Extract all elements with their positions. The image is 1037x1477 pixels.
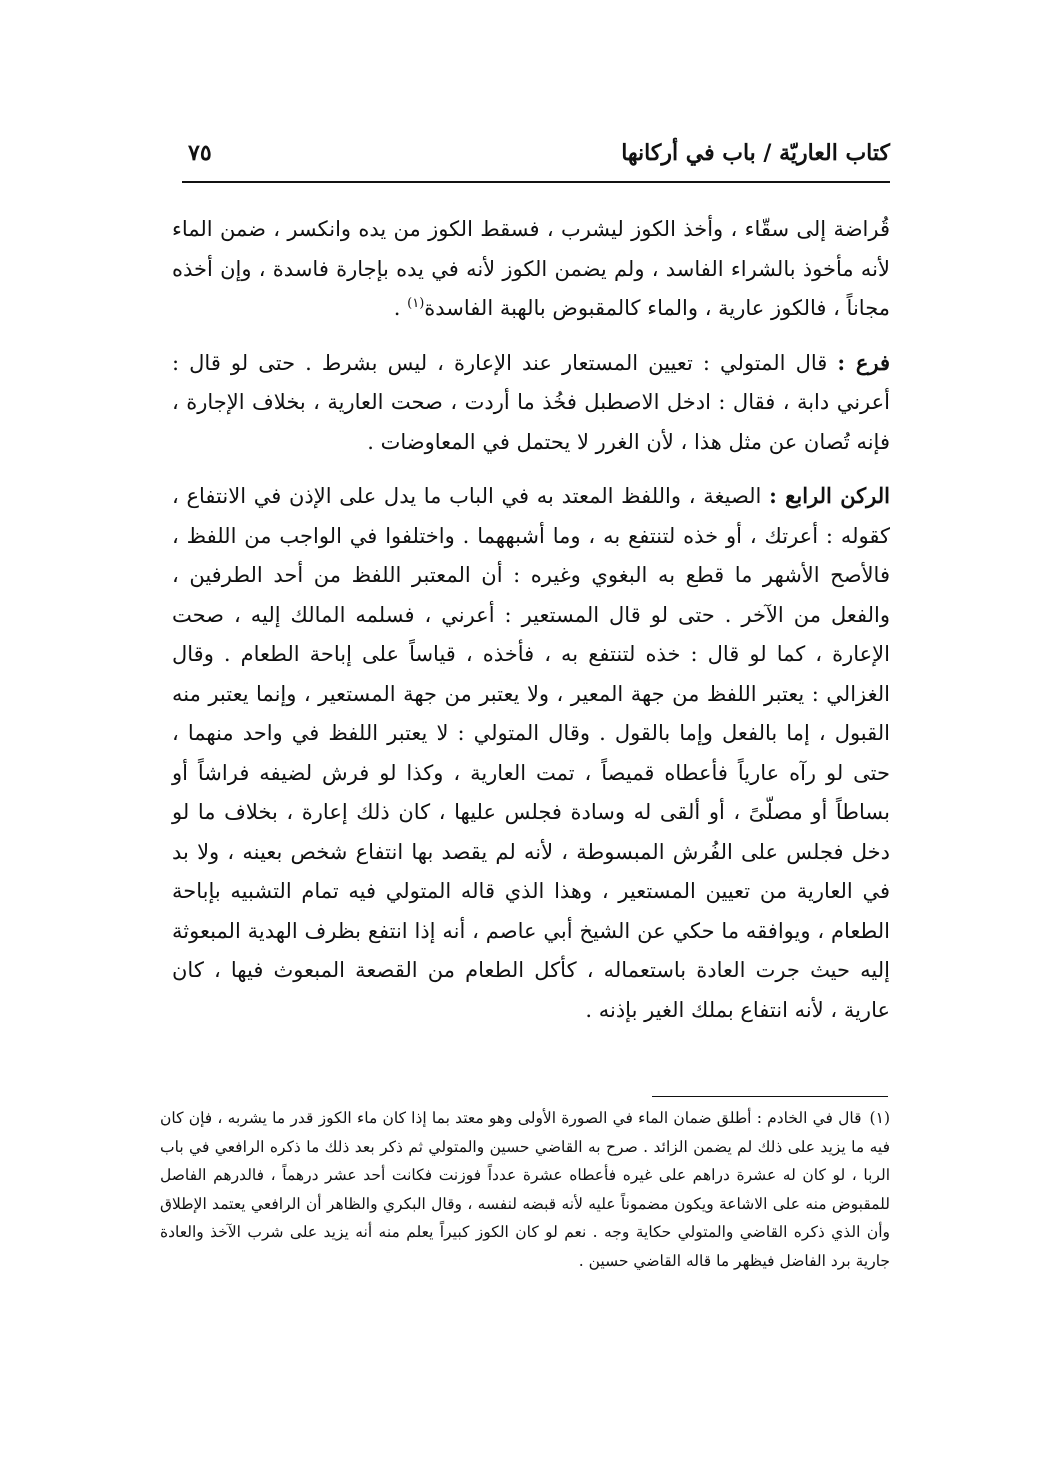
footnote-marker: (١) xyxy=(869,1109,890,1127)
paragraph-2-heading: فرع : xyxy=(837,349,890,375)
paragraph-3-heading: الركن الرابع : xyxy=(769,483,890,508)
footnote-rule xyxy=(652,1096,888,1097)
footnote-text: قال في الخادم : أطلق ضمان الماء في الصورة الأولى وهو معتد بما إذا كان ماء الكوز قدر ما يشربه ، فإن كان فيه ما يزيد على ذلك لم يضمن الزائد . صرح به القاضي حسين والمتولي ثم ذكر بعد ذلك ما ذكره الرافعي في باب الربا ، لو كان له عشرة دراهم على غيره فأعطاه عشرة عدداً فوزنت فكانت أحد عشر درهماً ، فالدرهم الفاصل للمقبوض منه على الاشاعة ويكون مضموناً عليه لأنه قبضه لنفسه ، وقال البكري والظاهر أن الرافعي يعتمد الإطلاق وأن الذي ذكره القاضي والمتولي حكاية وجه . نعم لو كان الكوز كبيراً يعلم منه أنه يزيد على شرب الآخذ والعادة جارية برد الفاضل فيظهر ما قاله القاضي حسين . xyxy=(160,1109,891,1270)
page-header xyxy=(182,140,890,180)
paragraph-1-end: . xyxy=(393,296,408,320)
paragraph-2-text: قال المتولي : تعيين المستعار عند الإعارة ، ليس بشرط . حتى لو قال : أعرني دابة ، فقال : ادخل الاصطبل فخُذ ما أردت ، صحت العارية ، بخلاف الإجارة ، فإنه تُصان عن مثل هذا ، لأن الغرر لا يحتمل في المعاوضات . xyxy=(172,350,890,454)
paragraph-3-text: الصيغة ، واللفظ المعتد به في الباب ما يدل على الإذن في الانتفاع ، كقوله : أعرتك ، أو خذه لتنتفع به ، وما أشبههما . واختلفوا في الواجب من اللفظ ، فالأصح الأشهر ما قطع به البغوي وغيره : أن المعتبر اللفظ من أحد الطرفين ، والفعل من الآخر . حتى لو قال المستعير : أعرني ، فسلمه المالك إليه ، صحت الإعارة ، كما لو قال : خذه لتنتفع به ، فأخذه ، قياساً على إباحة الطعام . وقال الغزالي : يعتبر اللفظ من جهة المعير ، ولا يعتبر من جهة المستعير ، وإنما يعتبر منه القبول ، إما بالفعل وإما بالقول . وقال المتولي : لا يعتبر اللفظ في واحد منهما ، حتى لو رآه عارياً فأعطاه قميصاً ، تمت العارية ، وكذا لو فرش لضيفه فراشاً أو بساطاً أو مصلّىً ، أو ألقى له وسادة فجلس عليها ، كان ذلك إعارة ، بخلاف ما لو دخل فجلس على الفُرش المبسوطة ، لأنه لم يقصد بها انتفاع شخص بعينه ، ولا بد في العارية من تعيين المستعير ، وهذا الذي قاله المتولي فيه تمام التشبيه بإباحة الطعام ، ويوافقه ما حكي عن الشيخ أبي عاصم ، أنه إذا انتفع بظرف الهدية المبعوثة إليه حيث جرت العادة باستعماله ، كأكل الطعام من القصعة المبعوث فيها ، كان عارية ، لأنه انتفاع بملك الغير بإذنه . xyxy=(172,484,890,1022)
page-number: ٧٥ xyxy=(188,140,212,166)
header-rule xyxy=(182,181,890,183)
paragraph-1 xyxy=(172,210,890,329)
paragraph-2 xyxy=(172,343,890,463)
paragraph-1-text: قُراضة إلى سقّاء ، وأخذ الكوز ليشرب ، فسقط الكوز من يده وانكسر ، ضمن الماء لأنه مأخوذ بالشراء الفاسد ، ولم يضمن الكوز لأنه في يده بإجارة فاسدة ، وإن أخذه مجاناً ، فالكوز عارية ، والماء كالمقبوض بالهبة الفاسدة xyxy=(172,217,890,320)
main-text xyxy=(172,210,890,1030)
running-title: كتاب العاريّة / باب في أركانها xyxy=(621,140,890,166)
paragraph-3 xyxy=(172,476,890,1030)
footnote-reference: (١) xyxy=(407,296,425,311)
footnote xyxy=(160,1104,890,1275)
